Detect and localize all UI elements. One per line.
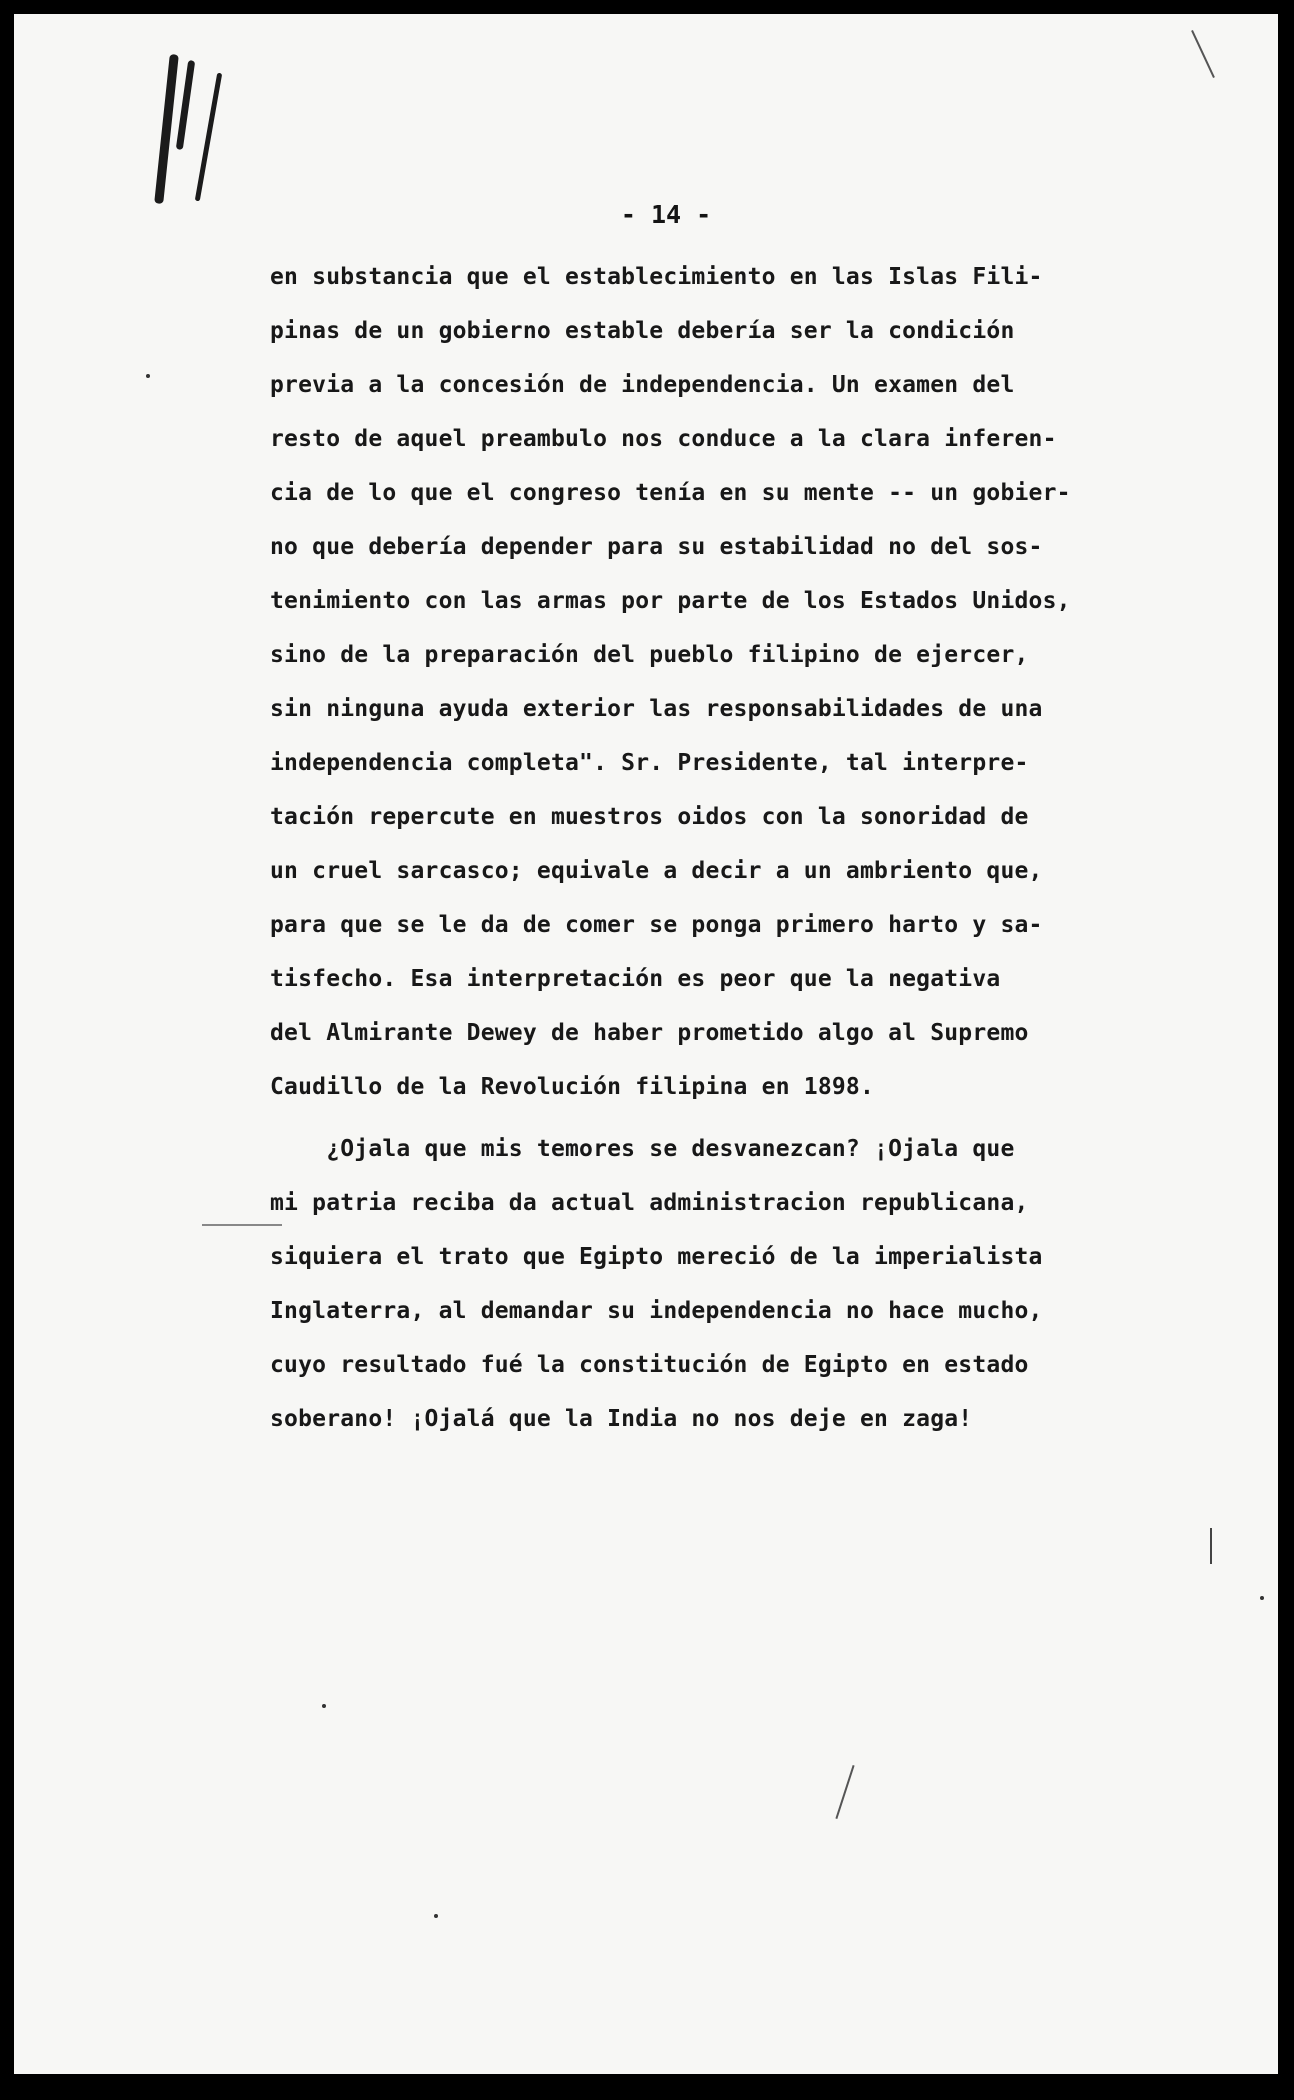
handwritten-mark — [154, 54, 179, 204]
page-number: - 14 - — [620, 200, 712, 229]
pencil-mark — [1210, 1528, 1212, 1564]
speck — [1260, 1596, 1264, 1600]
handwritten-mark — [195, 73, 222, 202]
text-line: en substancia que el establecimiento en las Islas Fili- — [270, 264, 1043, 290]
text-line: pinas de un gobierno estable debería ser la condición — [270, 318, 1015, 344]
text-line: sino de la preparación del pueblo filipino de ejercer, — [270, 642, 1029, 668]
paragraph-gap — [270, 1114, 1170, 1122]
handwritten-mark — [176, 60, 195, 150]
text-line: siquiera el trato que Egipto mereció de la imperialista — [270, 1244, 1043, 1270]
speck — [434, 1914, 438, 1918]
pencil-mark — [835, 1765, 854, 1819]
text-line: mi patria reciba da actual administracion republicana, — [270, 1190, 1029, 1216]
text-line: cuyo resultado fué la constitución de Egipto en estado — [270, 1352, 1029, 1378]
speck — [146, 374, 150, 378]
speck — [322, 1704, 326, 1708]
text-line: independencia completa". Sr. Presidente, tal interpre- — [270, 750, 1029, 776]
text-line: Caudillo de la Revolución filipina en 1898. — [270, 1074, 875, 1100]
body-text — [270, 250, 1170, 1446]
text-line: resto de aquel preambulo nos conduce a la clara inferen- — [270, 426, 1057, 452]
text-line: tenimiento con las armas por parte de los Estados Unidos, — [270, 588, 1071, 614]
text-line: sin ninguna ayuda exterior las responsabilidades de una — [270, 696, 1043, 722]
text-line: ¿Ojala que mis temores se desvanezcan? ¡Ojala que — [270, 1136, 1015, 1162]
text-line: del Almirante Dewey de haber prometido algo al Supremo — [270, 1020, 1029, 1046]
text-line: no que debería depender para su estabilidad no del sos- — [270, 534, 1043, 560]
text-line: Inglaterra, al demandar su independencia no hace mucho, — [270, 1298, 1043, 1324]
text-line: previa a la concesión de independencia. Un examen del — [270, 372, 1015, 398]
pencil-mark — [1191, 30, 1215, 78]
text-line: un cruel sarcasco; equivale a decir a un ambriento que, — [270, 858, 1043, 884]
text-line: cia de lo que el congreso tenía en su mente -- un gobier- — [270, 480, 1071, 506]
text-line: tación repercute en muestros oidos con la sonoridad de — [270, 804, 1029, 830]
text-line: soberano! ¡Ojalá que la India no nos deje en zaga! — [270, 1406, 973, 1432]
scanned-page — [14, 14, 1278, 2074]
text-line: tisfecho. Esa interpretación es peor que la negativa — [270, 966, 1001, 992]
text-line: para que se le da de comer se ponga primero harto y sa- — [270, 912, 1043, 938]
